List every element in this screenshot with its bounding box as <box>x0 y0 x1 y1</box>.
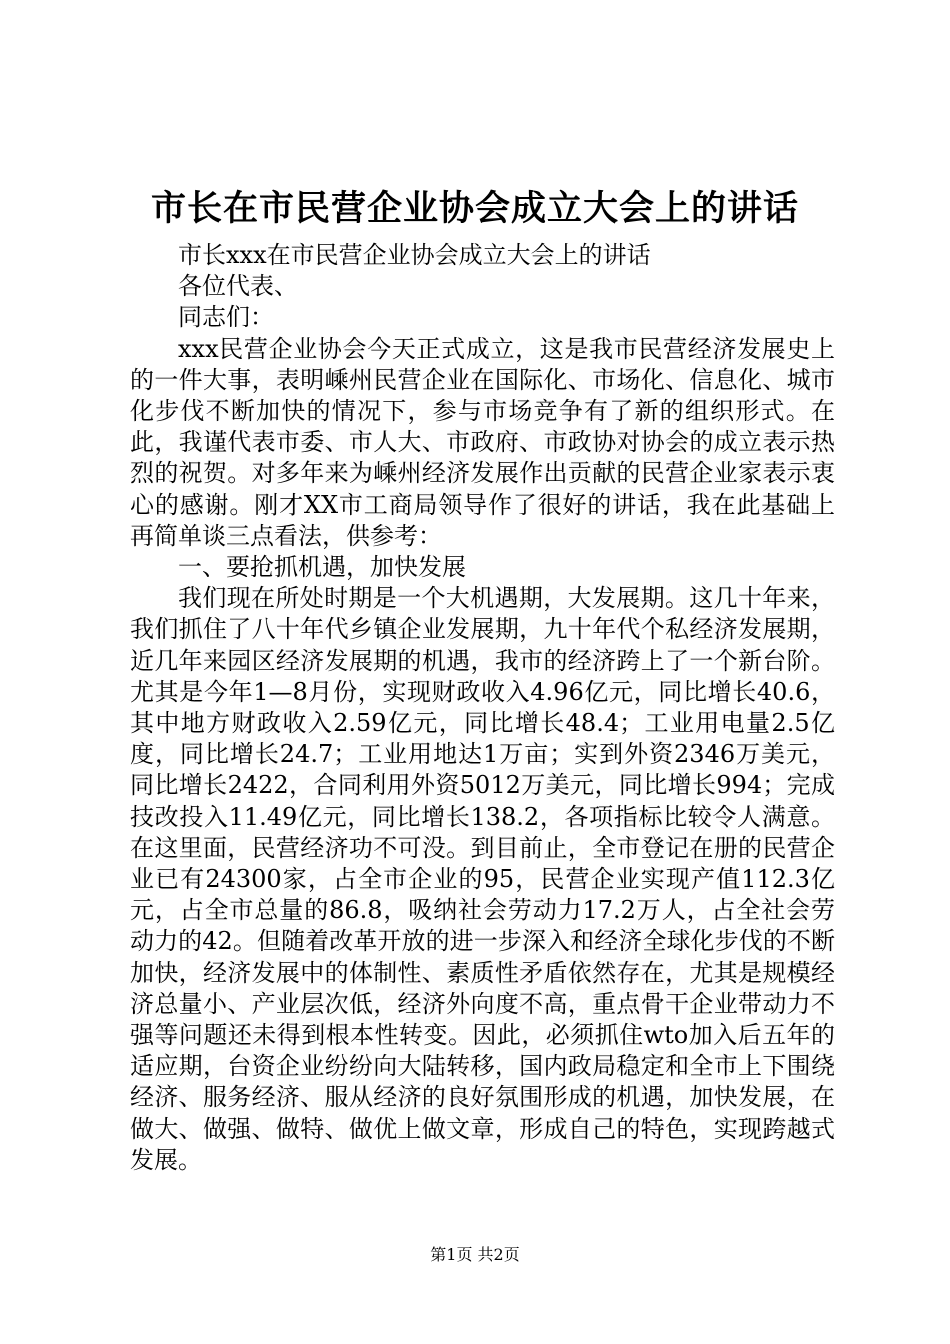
section-heading-1: 一、要抢抓机遇，加快发展 <box>178 553 466 582</box>
page-footer: 第1页 共2页 <box>430 1245 520 1264</box>
paragraph-subtitle: 市长xxx在市民营企业协会成立大会上的讲话 <box>178 241 651 269</box>
document-body <box>130 240 835 1176</box>
paragraph-section-1: 我们现在所处时期是一个大机遇期，大发展期。这几十年来，我们抓住了八十年代乡镇企业发展期，九十年代个私经济发展期，近几年来园区经济发展期的机遇，我市的经济跨上了一个新台阶。尤其是今年1—8月份，实现财政收入4.96亿元，同比增长40.6，其中地方财政收入2.59亿元，同比增长48.4；工业用电量2.5亿度，同比增长24.7；工业用地达1万亩；实到外资2346万美元，同比增长2422，合同利用外资5012万美元，同比增长994；完成技改投入11.49亿元，同比增长138.2，各项指标比较令人满意。在这里面，民营经济功不可没。到目前止，全市登记在册的民营企业已有24300家，占全市企业的95，民营企业实现产值112.3亿元，占全市总量的86.8，吸纳社会劳动力17.2万人，占全社会劳动力的42。但随着改革开放的进一步深入和经济全球化步伐的不断加快，经济发展中的体制性、素质性矛盾依然存在，尤其是规模经济总量小、产业层次低，经济外向度不高，重点骨干企业带动力不强等问题还未得到根本性转变。因此，必须抓住wto加入后五年的适应期，台资企业纷纷向大陆转移，国内政局稳定和全市上下围绕经济、服务经济、服从经济的良好氛围形成的机遇，加快发展，在做大、做强、做特、做优上做文章，形成自己的特色，实现跨越式发展。 <box>130 584 835 1174</box>
paragraph-salutation-2: 同志们： <box>178 303 274 332</box>
paragraph-opening: xxx民营企业协会今天正式成立，这是我市民营经济发展史上的一件大事，表明嵊州民营企业在国际化、市场化、信息化、城市化步伐不断加快的情况下，参与市场竞争有了新的组织形式。在此，我谨代表市委、市人大、市政府、市政协对协会的成立表示热烈的祝贺。对多年来为嵊州经济发展作出贡献的民营企业家表示衷心的感谢。刚才XX市工商局领导作了很好的讲话，我在此基础上再简单谈三点看法，供参考： <box>130 334 835 550</box>
paragraph-salutation-1: 各位代表、 <box>178 272 298 301</box>
document-title: 市长在市民营企业协会成立大会上的讲话 <box>150 188 799 229</box>
